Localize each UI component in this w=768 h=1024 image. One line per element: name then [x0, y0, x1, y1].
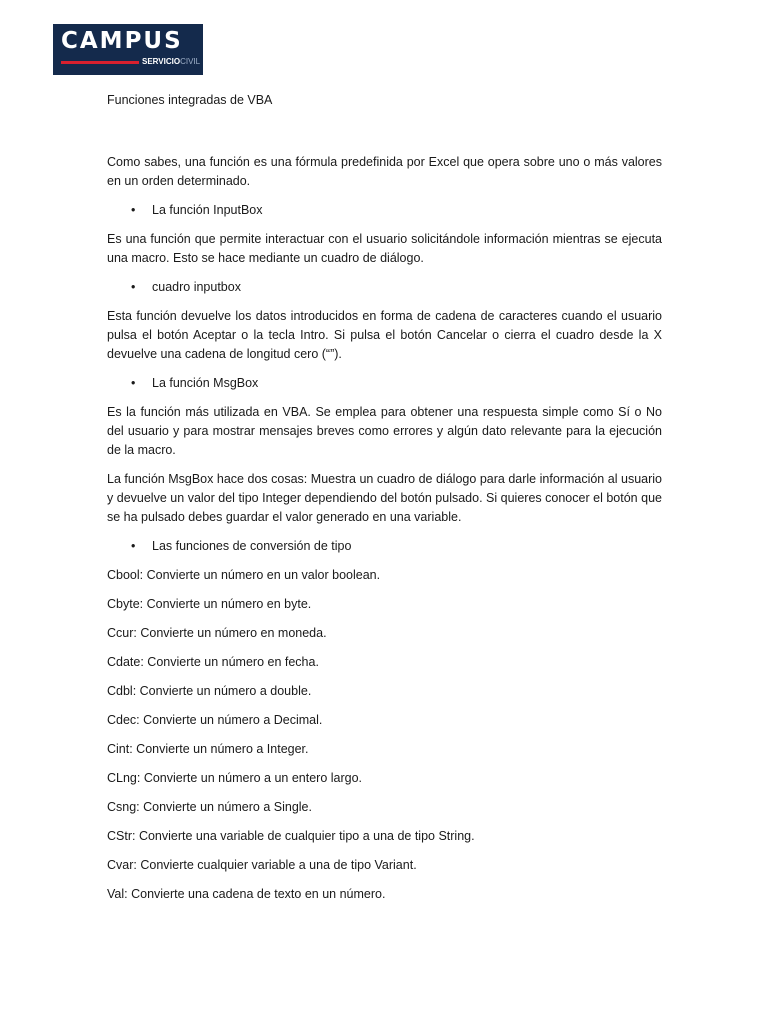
campus-logo [53, 24, 203, 75]
conversion-function-item: Cint: Convierte un número a Integer. [107, 742, 309, 756]
document-body [107, 91, 662, 914]
conversion-function-item: Cbool: Convierte un número en un valor boolean. [107, 568, 381, 582]
section-paragraph: Es una función que permite interactuar con el usuario solicitándole información mientras se ejecuta una macro. Esto se hace mediante un cuadro de diálogo. [107, 232, 662, 265]
section-heading-inputbox [107, 201, 662, 220]
bullet-icon: • [131, 280, 136, 294]
conversion-function-item: CStr: Convierte una variable de cualquier tipo a una de tipo String. [107, 829, 475, 843]
logo-sub-bold: SERVICIO [142, 57, 181, 66]
conversion-function-item: Val: Convierte una cadena de texto en un número. [107, 887, 386, 901]
conversion-function-item: Cdec: Convierte un número a Decimal. [107, 713, 323, 727]
conversion-function-item: Csng: Convierte un número a Single. [107, 800, 312, 814]
logo-sub-light: CIVIL [180, 57, 201, 66]
section-paragraph: Esta función devuelve los datos introducidos en forma de cadena de caracteres cuando el usuario pulsa el botón Aceptar o la tecla Intro. Si pulsa el botón Cancelar o cierra el cuadro desde la X devuelve una cadena de longitud cero (“”). [107, 309, 662, 361]
conversion-function-item: CLng: Convierte un número a un entero largo. [107, 771, 363, 785]
logo-subtitle [142, 57, 200, 67]
section-heading-conversion [107, 537, 662, 556]
bullet-icon: • [131, 203, 136, 217]
conversion-function-item: Cvar: Convierte cualquier variable a una de tipo Variant. [107, 858, 417, 872]
section-paragraph: La función MsgBox hace dos cosas: Muestra un cuadro de diálogo para darle información al usuario y devuelve un valor del tipo Integer dependiendo del botón pulsado. Si quieres conocer el botón que se ha pulsado debes guardar el valor generado en una variable. [107, 472, 662, 524]
section-heading-label: La función MsgBox [152, 376, 259, 390]
section-heading-msgbox [107, 374, 662, 393]
intro-paragraph: Como sabes, una función es una fórmula predefinida por Excel que opera sobre uno o más valores en un orden determinado. [107, 155, 662, 188]
bullet-icon: • [131, 376, 136, 390]
section-paragraph: Es la función más utilizada en VBA. Se emplea para obtener una respuesta simple como Sí o No del usuario y para mostrar mensajes breves como errores y algún dato relevante para la ejecución de la macro. [107, 405, 662, 457]
conversion-function-item: Cbyte: Convierte un número en byte. [107, 597, 312, 611]
section-heading-label: cuadro inputbox [152, 280, 241, 294]
section-heading-label: La función InputBox [152, 203, 263, 217]
section-heading-label: Las funciones de conversión de tipo [152, 539, 352, 553]
logo-wordmark: CAMPUS [61, 28, 183, 54]
section-heading-cuadro-inputbox [107, 278, 662, 297]
conversion-function-item: Ccur: Convierte un número en moneda. [107, 626, 327, 640]
conversion-function-item: Cdbl: Convierte un número a double. [107, 684, 312, 698]
bullet-icon: • [131, 539, 136, 553]
conversion-function-item: Cdate: Convierte un número en fecha. [107, 655, 319, 669]
logo-accent-bar [61, 61, 139, 64]
document-title: Funciones integradas de VBA [107, 93, 273, 107]
